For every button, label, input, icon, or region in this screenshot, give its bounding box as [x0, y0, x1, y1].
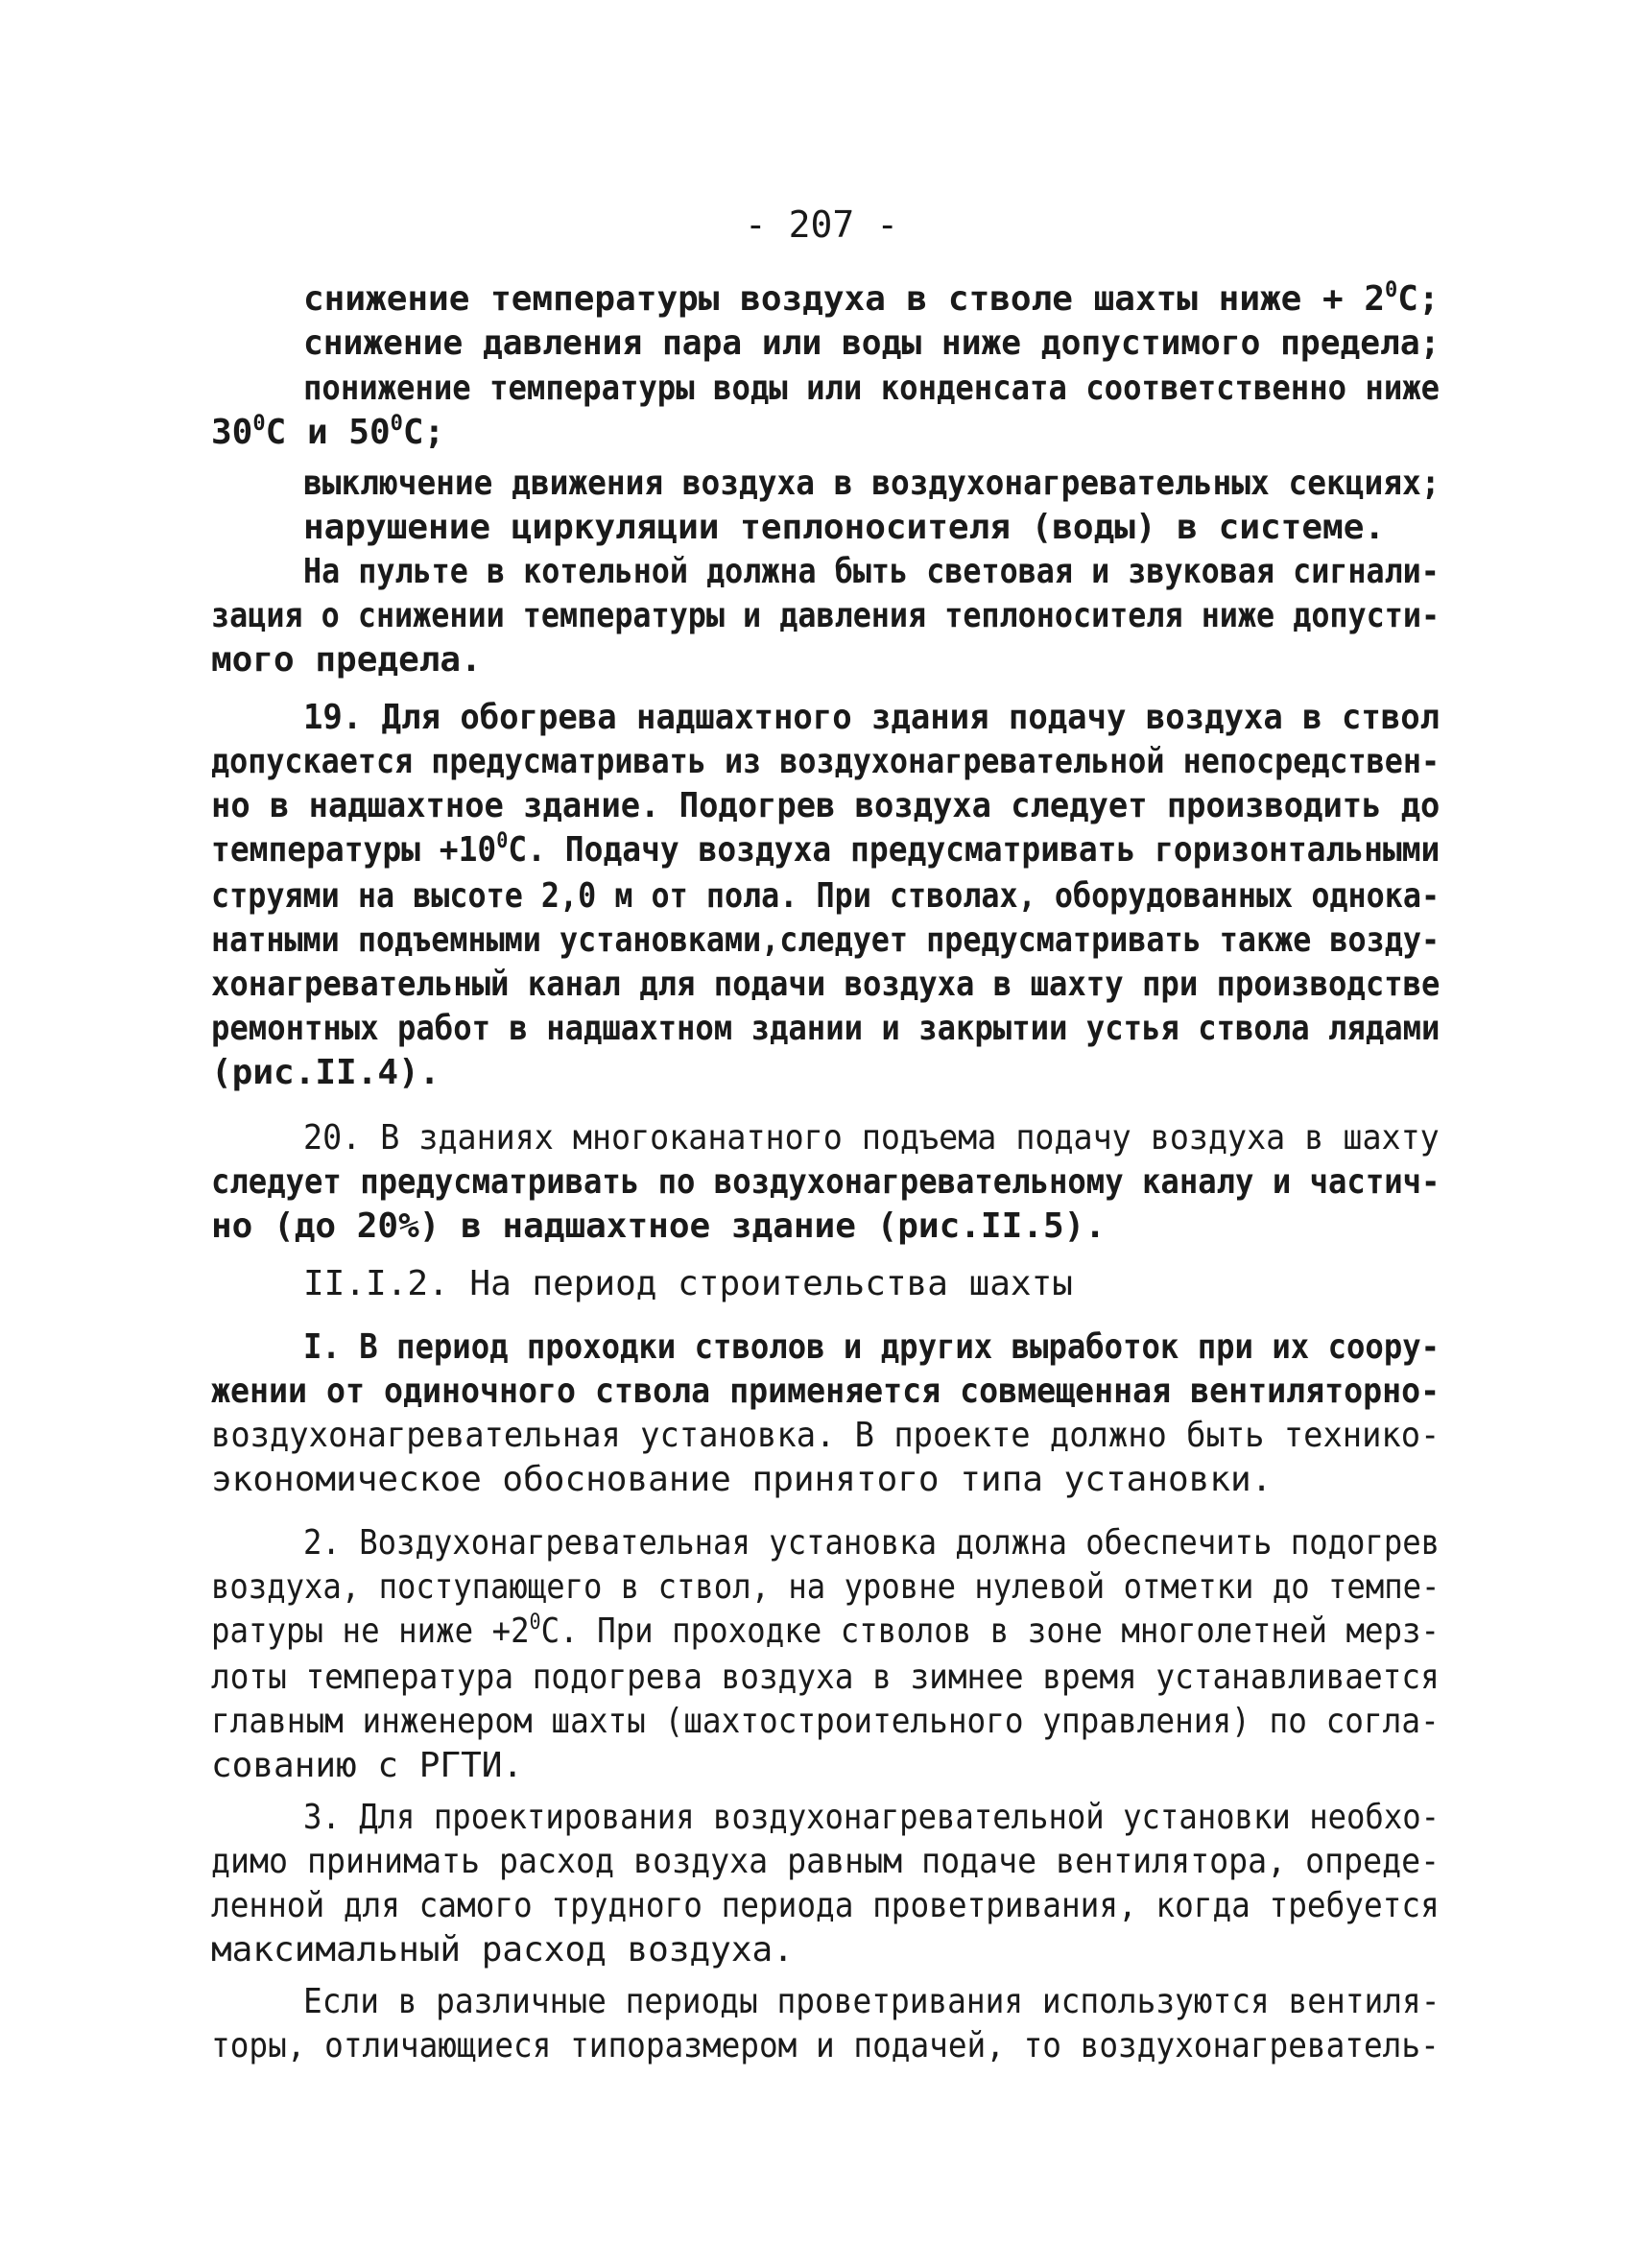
text-line: мого предела. — [211, 640, 482, 680]
section-heading: II.I.2. На период строительства шахты — [303, 1264, 1073, 1303]
text-line: I. В период проходки стволов и других выработок при их соору- — [303, 1327, 1441, 1367]
text-line: Если в различные периоды проветривания используются вентиля- — [303, 1982, 1441, 2021]
page-number: - 207 - — [744, 203, 899, 246]
text-line: но (до 20%) в надшахтное здание (рис.II.5). — [211, 1206, 1106, 1246]
text-line: максимальный расход воздуха. — [211, 1930, 794, 1970]
text-line: $30^0С$ и $50^0С$; — [211, 412, 445, 452]
text-line: 2. Воздухонагревательная установка должна обеспечить подогрев — [303, 1523, 1441, 1563]
text-line: понижение температуры воды или конденсата соответственно ниже — [303, 369, 1441, 408]
text-line: температуры $+10^0С$. Подачу воздуха предусматривать горизонтальными — [211, 829, 1441, 870]
text-line: экономическое обоснование принятого типа установки. — [211, 1460, 1273, 1499]
text-line: главным инженером шахты (шахтостроительного управления) по согла- — [211, 1702, 1440, 1741]
text-line: жении от одиночного ствола применяется совмещенная вентиляторно- — [211, 1372, 1441, 1411]
text-line: 3. Для проектирования воздухонагревательной установки необхо- — [303, 1798, 1441, 1837]
text-line: ремонтных работ в надшахтном здании и закрытии устья ствола лядами — [211, 1009, 1441, 1048]
text-line: лоты температура подогрева воздуха в зимнее время устанавливается — [211, 1658, 1440, 1697]
text-line: струями на высоте 2,0 м от пола. При стволах, оборудованных однока- — [211, 876, 1441, 916]
text-line: натными подъемными установками,следует предусматривать также возду- — [211, 920, 1441, 960]
text-line: 19. Для обогрева надшахтного здания подачу воздуха в ствол — [303, 698, 1441, 737]
text-line: сованию с РГТИ. — [211, 1746, 524, 1785]
text-line: воздуха, поступающего в ствол, на уровне нулевой отметки до темпе- — [211, 1567, 1441, 1607]
text-line: снижение температуры воздуха в стволе шахты ниже + $2^0С$; — [303, 278, 1440, 319]
text-line: допускается предусматривать из воздухонагревательной непосредствен- — [211, 742, 1441, 781]
text-line: 20. В зданиях многоканатного подъема подачу воздуха в шахту — [303, 1118, 1440, 1158]
text-line: следует предусматривать по воздухонагревательному каналу и частич- — [211, 1162, 1441, 1202]
text-line: На пульте в котельной должна быть световая и звуковая сигнали- — [303, 552, 1440, 591]
text-line: ленной для самого трудного периода проветривания, когда требуется — [211, 1886, 1440, 1925]
text-line: зация о снижении температуры и давления теплоносителя ниже допусти- — [211, 596, 1441, 635]
text-line: (рис.II.4). — [211, 1053, 441, 1092]
text-line: но в надшахтное здание. Подогрев воздуха следует производить до — [211, 786, 1441, 825]
text-line: димо принимать расход воздуха равным подаче вентилятора, опреде- — [211, 1842, 1441, 1881]
text-line: снижение давления пара или воды ниже допустимого предела; — [303, 323, 1441, 363]
text-line: воздухонагревательная установка. В проекте должно быть технико- — [211, 1416, 1441, 1455]
text-line: торы, отличающиеся типоразмером и подачей, то воздухонагреватель- — [211, 2026, 1440, 2065]
text-line: ратуры не ниже $+2^0С$. При проходке стволов в зоне многолетней мерз- — [211, 1611, 1440, 1651]
text-line: нарушение циркуляции теплоносителя (воды) в системе. — [303, 508, 1386, 547]
text-line: выключение движения воздуха в воздухонагревательных секциях; — [303, 464, 1441, 503]
text-line: хонагревательный канал для подачи воздуха в шахту при производстве — [211, 965, 1441, 1004]
